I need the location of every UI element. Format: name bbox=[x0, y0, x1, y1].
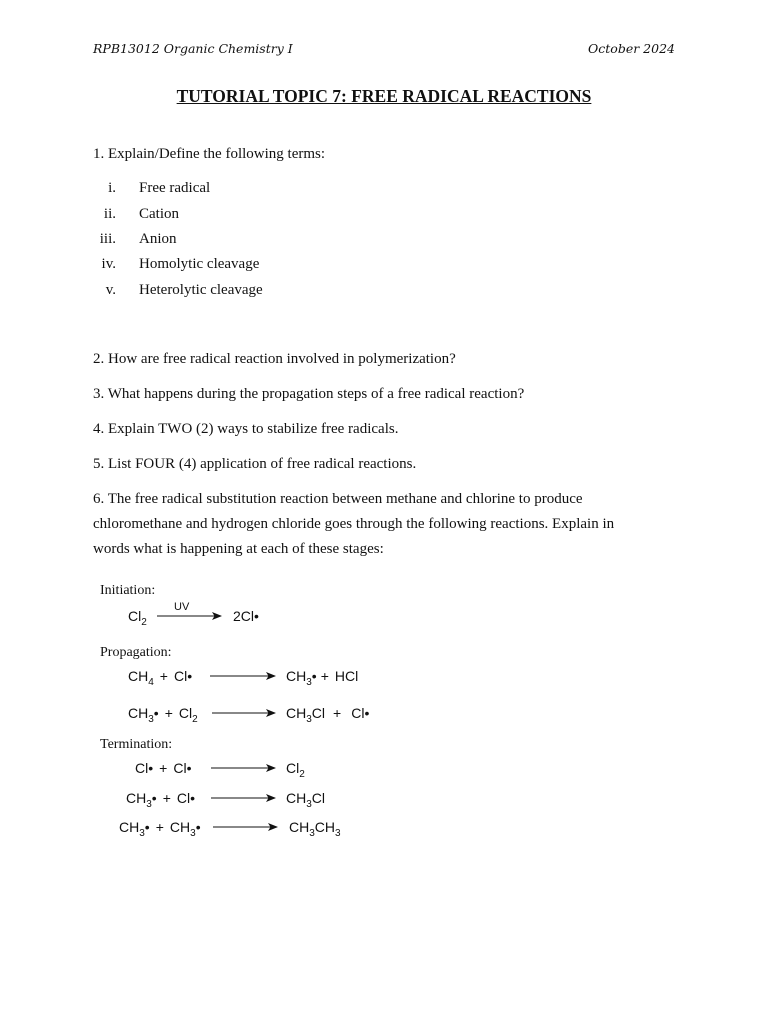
question-6-line-3: words what is happening at each of these stages: bbox=[93, 541, 384, 557]
term-numeral: v. bbox=[105, 282, 116, 298]
page-title: TUTORIAL TOPIC 7: FREE RADICAL REACTIONS bbox=[176, 86, 592, 106]
term-numeral: iii. bbox=[99, 231, 116, 247]
course-code: RPB13012 Organic Chemistry I bbox=[93, 41, 293, 56]
question-6-line-1: 6. The free radical substitution reaction between methane and chlorine to produce bbox=[93, 491, 583, 507]
question-2: 2. How are free radical reaction involved in polymerization? bbox=[93, 351, 456, 367]
question-6-line-2: chloromethane and hydrogen chloride goes through the following reactions. Explain in bbox=[93, 516, 615, 532]
uv-label: UV bbox=[174, 601, 190, 613]
propagation-1-reactants: $CH_4$ + Cl• bbox=[128, 668, 193, 688]
initiation-reactant: $Cl_2$ bbox=[128, 608, 147, 628]
termination-2-reactants: $CH_3•$ + Cl• bbox=[126, 790, 196, 810]
propagation-2-reactants: $CH_3• + Cl_2$ bbox=[128, 705, 198, 725]
initiation-label: Initiation: bbox=[100, 583, 156, 598]
question-3: 3. What happens during the propagation steps of a free radical reaction? bbox=[93, 386, 525, 402]
question-4: 4. Explain TWO (2) ways to stabilize free radicals. bbox=[93, 421, 399, 437]
term-heterolytic-cleavage: Heterolytic cleavage bbox=[139, 282, 263, 298]
term-numeral: i. bbox=[108, 180, 116, 196]
propagation-1-products: $CH_3•$ + HCl bbox=[286, 668, 359, 688]
term-numeral: iv. bbox=[101, 256, 116, 272]
termination-label: Termination: bbox=[100, 737, 173, 752]
term-numeral: ii. bbox=[103, 206, 116, 222]
termination-3-reactants: $CH_3•$ + $CH_3•$ bbox=[119, 819, 201, 839]
term-cation: Cation bbox=[139, 206, 179, 222]
propagation-2-products: $CH_3Cl$ + Cl• bbox=[286, 705, 370, 725]
term-anion: Anion bbox=[139, 231, 177, 247]
header-date: October 2024 bbox=[588, 41, 675, 56]
term-homolytic-cleavage: Homolytic cleavage bbox=[139, 256, 260, 272]
initiation-product: 2Cl• bbox=[233, 608, 259, 624]
question-5: 5. List FOUR (4) application of free radical reactions. bbox=[93, 456, 417, 472]
termination-1-product: $Cl_2$ bbox=[286, 760, 305, 780]
termination-2-product: $CH_3Cl$ bbox=[286, 790, 326, 810]
termination-3-product: $CH_3CH_3$ bbox=[289, 819, 341, 839]
term-free-radical: Free radical bbox=[139, 180, 211, 196]
propagation-label: Propagation: bbox=[100, 645, 172, 660]
question-1-prompt: 1. Explain/Define the following terms: bbox=[93, 146, 326, 162]
termination-1-reactants: Cl• + Cl• bbox=[135, 760, 192, 776]
